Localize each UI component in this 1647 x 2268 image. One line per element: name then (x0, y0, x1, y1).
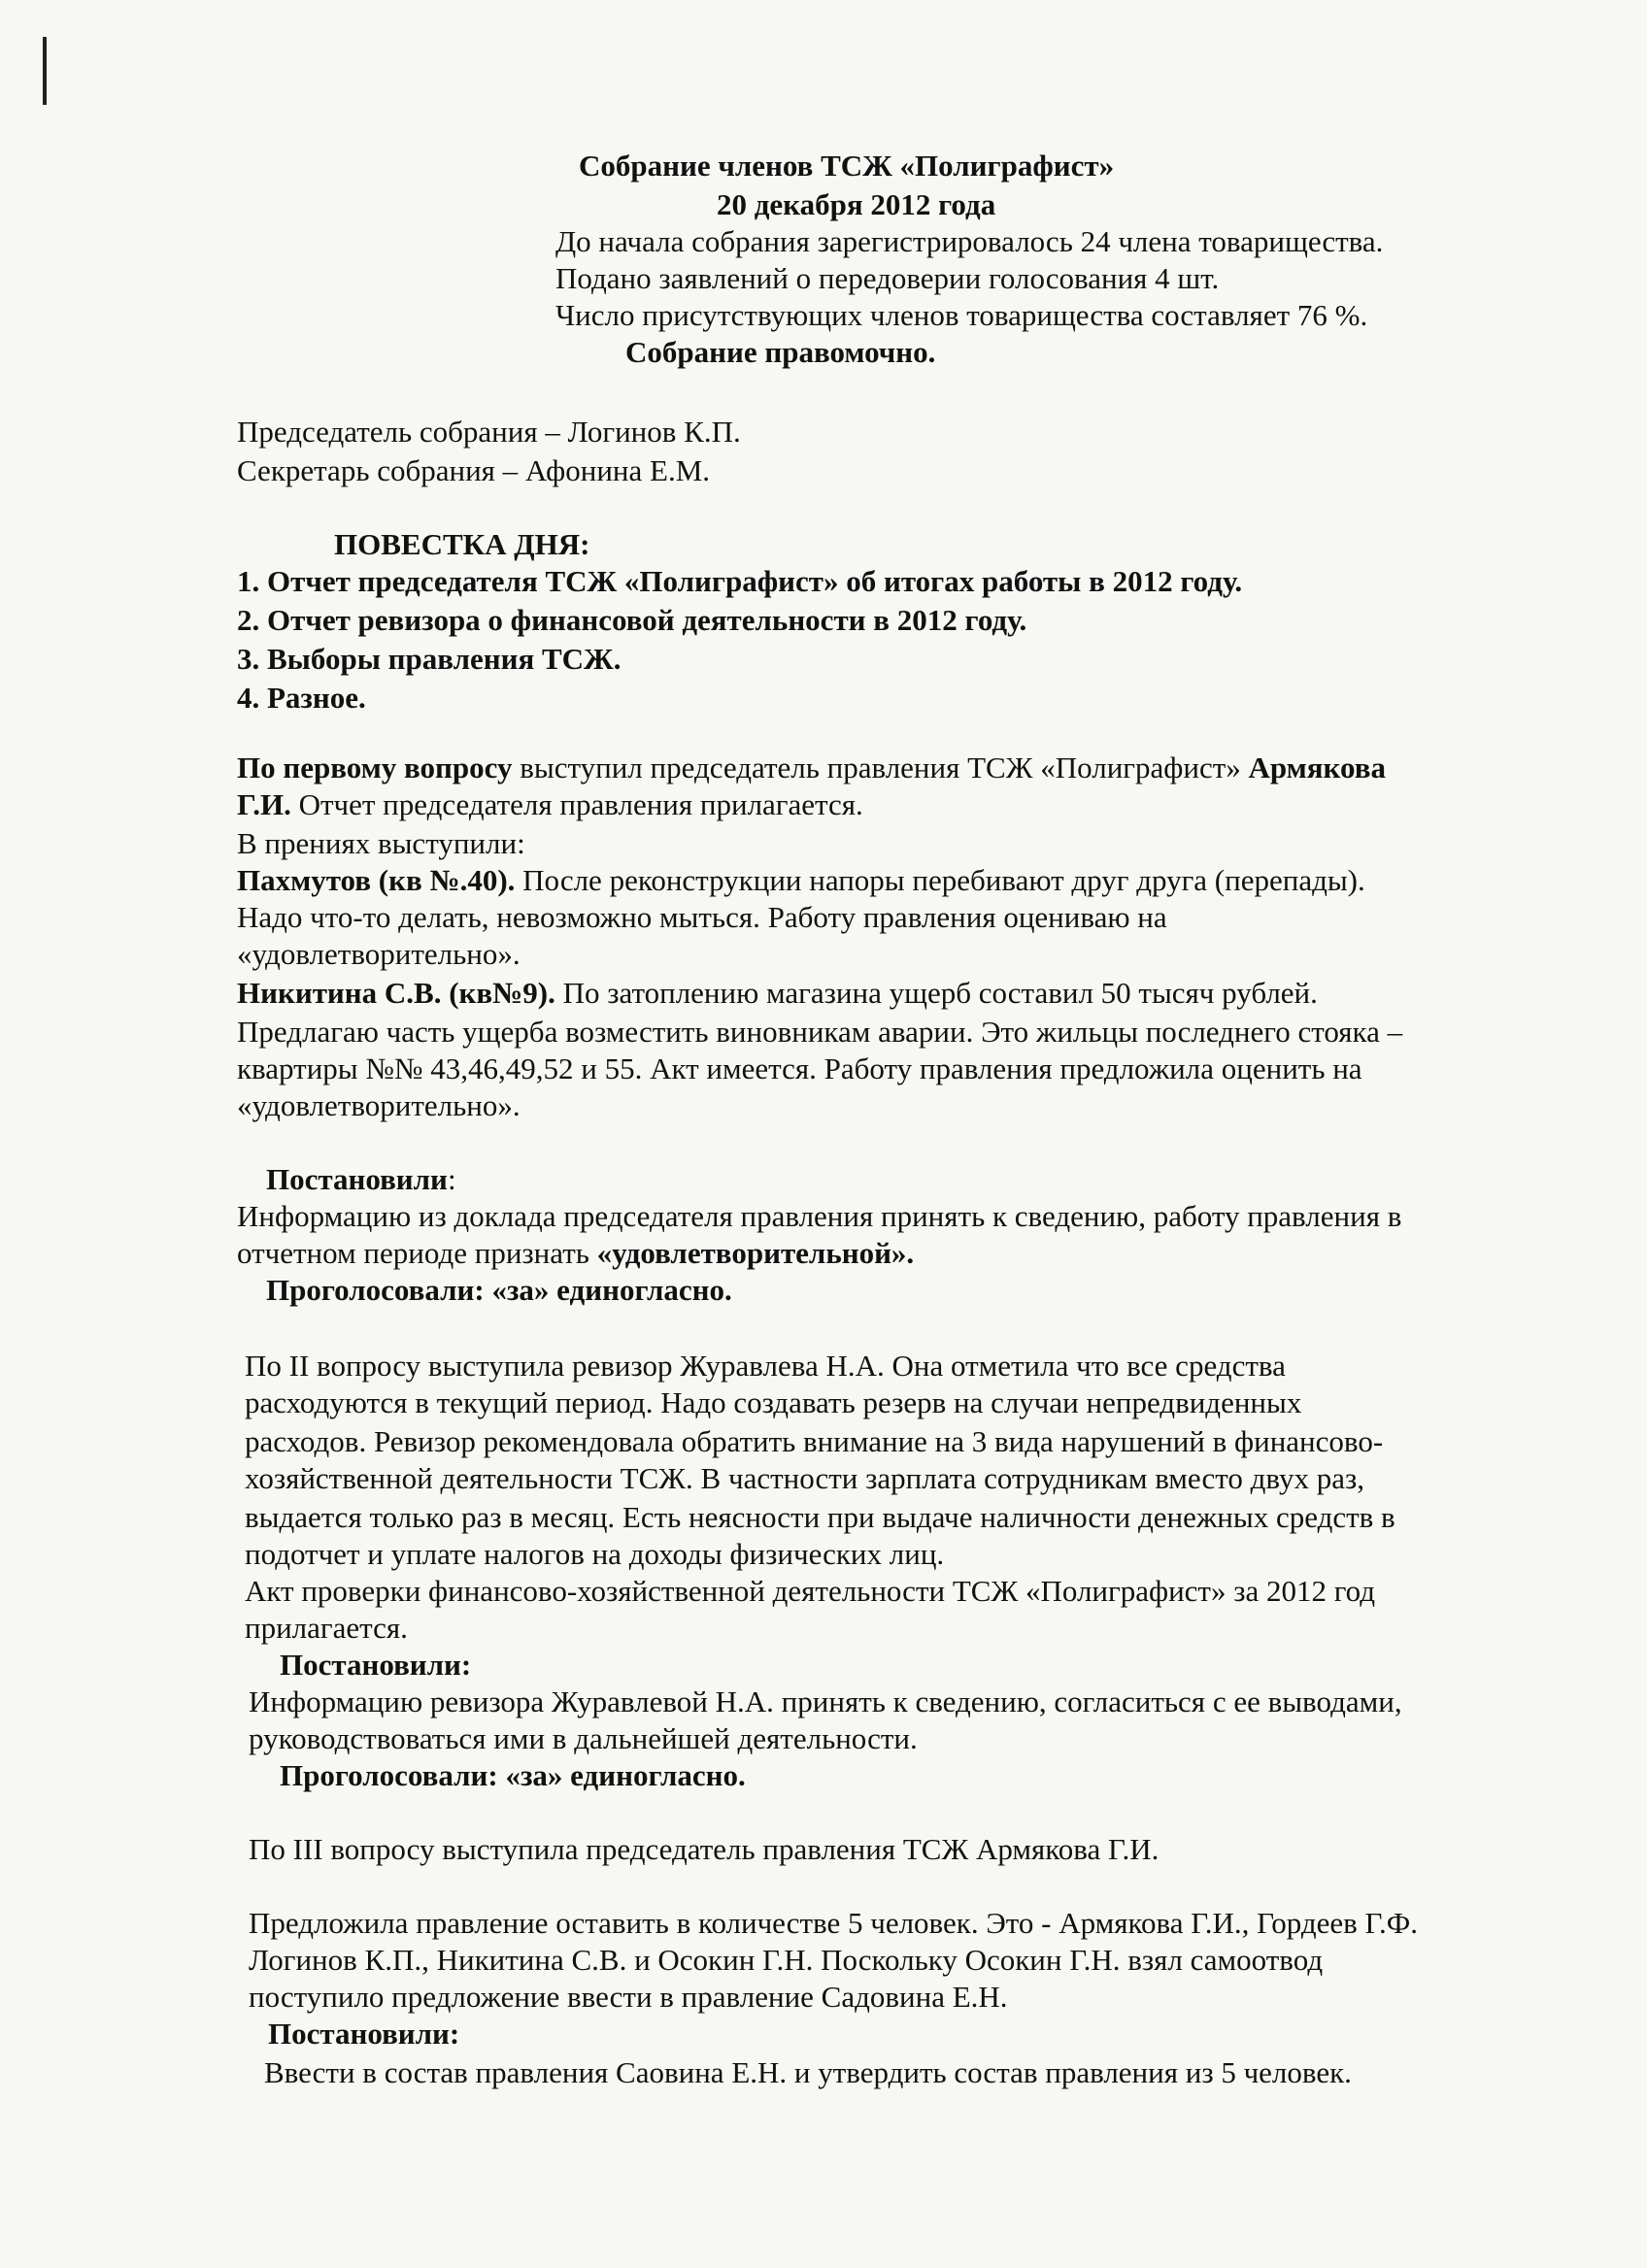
q3-line-1: По III вопросу выступила председатель правления ТСЖ Армякова Г.И. (249, 1832, 1160, 1866)
q1-speaker1-line-3: «удовлетворительно». (237, 937, 521, 971)
q1-vote-rest: : «за» единогласно. (474, 1273, 732, 1307)
q1-speaker2-text: По затоплению магазина ущерб составил 50 тысяч рублей. (555, 976, 1318, 1010)
q1-vote-label: Проголосовали (266, 1273, 475, 1307)
q1-resolution-line-1: Информацию из доклада председателя правления принять к сведению, работу правления в (237, 1199, 1402, 1233)
q1-speaker1-line-2: Надо что-то делать, невозможно мыться. Работу правления оцениваю на (237, 900, 1167, 934)
q2-resolved-label: Постановили: (280, 1648, 472, 1682)
registration-line-2: Подано заявлений о передоверии голосования 4 шт. (555, 261, 1220, 295)
agenda-item: 2. Отчет ревизора о финансовой деятельности в 2012 году. (237, 603, 1027, 637)
q2-line-7: Акт проверки финансово-хозяйственной деятельности ТСЖ «Полиграфист» за 2012 год (245, 1574, 1376, 1608)
q1-resolved-colon: : (447, 1162, 456, 1196)
q1-resolution-text: отчетном периоде признать (237, 1236, 597, 1270)
agenda-item: 1. Отчет председателя ТСЖ «Полиграфист» об итогах работы в 2012 году. (237, 564, 1243, 598)
agenda-item: 3. Выборы правления ТСЖ. (237, 642, 622, 676)
q1-resolved-label (266, 1161, 456, 1198)
scan-edge-mark (43, 37, 47, 105)
meeting-chair: Председатель собрания – Логинов К.П. (237, 415, 741, 449)
q2-line-6: подотчет и уплате налогов на доходы физических лиц. (245, 1537, 945, 1571)
q1-vote-result (266, 1272, 732, 1309)
agenda-item: 4. Разное. (237, 681, 366, 715)
q1-speaker2-line-2: Предлагаю часть ущерба возместить виновникам аварии. Это жильцы последнего стояка – (237, 1015, 1403, 1049)
q2-line-1: По II вопросу выступила ревизор Журавлева Н.А. Она отметила что все средства (245, 1349, 1286, 1383)
q2-line-3: расходов. Ревизор рекомендовала обратить внимание на 3 вида нарушений в финансово- (245, 1424, 1384, 1458)
q2-line-4: хозяйственной деятельности ТСЖ. В частности зарплата сотрудникам вместо двух раз, (245, 1461, 1364, 1495)
q1-lead-name: Армякова (1248, 750, 1386, 784)
quorum-statement: Собрание правомочно. (625, 335, 936, 369)
q1-lead-bold: По первому вопросу (237, 750, 513, 784)
meeting-secretary: Секретарь собрания – Афонина Е.М. (237, 453, 711, 487)
q2-line-8: прилагается. (245, 1611, 408, 1645)
q1-speaker1-line-1 (237, 862, 1365, 899)
q2-line-5: выдается только раз в месяц. Есть неясности при выдаче наличности денежных средств в (245, 1500, 1395, 1534)
q1-intro-line-1 (237, 750, 1386, 786)
registration-line-1: До начала собрания зарегистрировалось 24 члена товарищества. (555, 224, 1384, 258)
q2-vote-result (280, 1757, 746, 1794)
q1-lead-text: выступил председатель правления ТСЖ «Полиграфист» (512, 750, 1249, 784)
q1-report-note: Отчет председателя правления прилагается. (290, 787, 863, 821)
doc-title: Собрание членов ТСЖ «Полиграфист» (579, 149, 1115, 183)
q3-proposal-line-1: Предложила правление оставить в количестве 5 человек. Это - Армякова Г.И., Гордеев Г.Ф. (249, 1906, 1418, 1940)
q1-intro-line-2 (237, 786, 863, 823)
q3-proposal-line-2: Логинов К.П., Никитина С.В. и Осокин Г.Н. Поскольку Осокин Г.Н. взял самоотвод (249, 1943, 1324, 1977)
q3-resolved-label: Постановили: (268, 2017, 460, 2051)
q2-resolution-line-2: руководствоваться ими в дальнейшей деятельности. (249, 1721, 918, 1755)
q2-line-2: расходуются в текущий период. Надо создавать резерв на случаи непредвиденных (245, 1385, 1302, 1419)
q1-speaker1-text: После реконструкции напоры перебивают друг друга (перепады). (515, 863, 1365, 897)
agenda-heading: ПОВЕСТКА ДНЯ: (334, 527, 590, 561)
q1-resolved-word: Постановили (266, 1162, 448, 1196)
q1-speaker2-line-1 (237, 975, 1318, 1012)
registration-line-3: Число присутствующих членов товарищества составляет 76 %. (555, 298, 1368, 332)
q2-resolution-line-1: Информацию ревизора Журавлевой Н.А. принять к сведению, согласиться с ее выводами, (249, 1684, 1402, 1718)
q1-debate-label: В прениях выступили: (237, 826, 525, 860)
q1-resolution-line-2 (237, 1235, 914, 1272)
q1-resolution-verdict: «удовлетворительной». (596, 1236, 915, 1270)
q1-speaker2-line-4: «удовлетворительно». (237, 1088, 521, 1122)
q1-speaker2-line-3: квартиры №№ 43,46,49,52 и 55. Акт имеется. Работу правления предложила оценить на (237, 1051, 1362, 1085)
doc-date: 20 декабря 2012 года (717, 187, 996, 221)
q2-vote-label: Проголосовали (280, 1758, 488, 1792)
q1-speaker-initials: Г.И. (237, 787, 291, 821)
q1-speaker1-name: Пахмутов (кв №.40). (237, 863, 516, 897)
q3-resolution-line-1: Ввести в состав правления Саовина Е.Н. и утвердить состав правления из 5 человек. (264, 2055, 1352, 2089)
q3-proposal-line-3: поступило предложение ввести в правление Садовина Е.Н. (249, 1980, 1008, 2014)
q1-speaker2-name: Никитина С.В. (кв№9). (237, 976, 555, 1010)
q2-vote-rest: : «за» единогласно. (487, 1758, 746, 1792)
